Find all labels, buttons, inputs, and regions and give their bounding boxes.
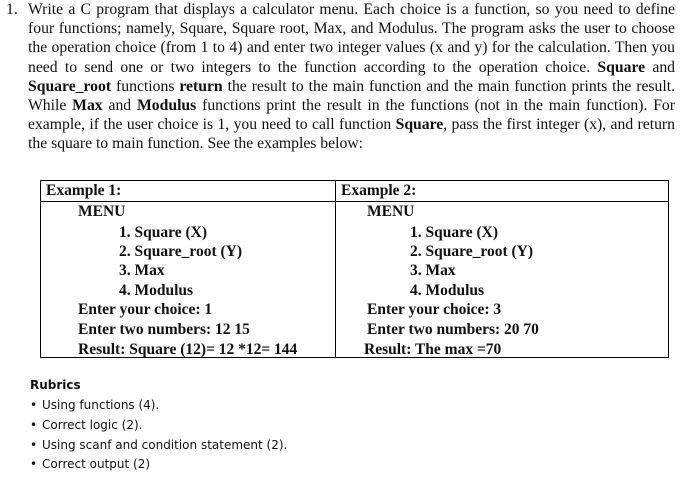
example-2-menu-item: 4. Modulus <box>410 282 485 299</box>
rubrics-list <box>30 398 287 477</box>
question-text-part: and <box>645 58 676 76</box>
example-2-body <box>336 202 668 357</box>
rubric-item-text: Using scanf and condition statement (2). <box>42 437 288 452</box>
example-1-result-line: Result: Square (12)= 12 *12= 144 <box>78 341 298 358</box>
question-text-part: the result to the main function and the main function prints the result. While <box>28 77 675 115</box>
question-keyword-modulus: Modulus <box>136 97 197 115</box>
question-text-part: , pass the first integer (x), and return the square to main function. See the examples below: <box>28 116 675 153</box>
rubric-item <box>30 457 287 477</box>
rubrics-section <box>30 378 287 477</box>
question-text-part: functions print the result in the functions (not in the main function). For example, if the user choice is 1, you need to call function <box>28 97 675 134</box>
question-text-part: and <box>102 97 137 115</box>
question-keyword-square: Square <box>597 58 646 76</box>
question-text-part: Write a C program that displays a calculator menu. Each choice is a function, so you need to define four functions; namely, Square, Square root, Max, and Modulus. The program asks the user to choose the operation choice (from 1 to 4) and enter two integer values (x and y) for the calculation. Then you need to send one or two integers to the function according to the operation choice. <box>28 1 675 76</box>
rubric-item <box>30 438 287 458</box>
example-2-menu-item: 1. Square (X) <box>410 224 498 241</box>
bullet-icon: • <box>30 457 38 472</box>
example-1-menu-item: 1. Square (X) <box>119 224 207 241</box>
examples-table <box>40 180 669 358</box>
example-1-menu-title: MENU <box>78 203 126 220</box>
rubric-item <box>30 418 287 438</box>
question-keyword-square: Square <box>395 116 444 134</box>
example-1-cell <box>41 202 336 358</box>
bullet-icon: • <box>30 417 38 432</box>
question-keyword-square-root: Square_root <box>28 77 112 95</box>
example-1-choice-line: Enter your choice: 1 <box>78 301 213 318</box>
example-2-choice-line: Enter your choice: 3 <box>367 301 502 318</box>
example-1-menu-item: 4. Modulus <box>119 282 194 299</box>
example-2-cell <box>336 202 669 358</box>
example-2-menu-item: 2. Square_root (Y) <box>410 243 533 260</box>
examples-header-row <box>41 181 669 202</box>
rubric-item-text: Using functions (4). <box>42 398 160 412</box>
rubric-item-text: Correct logic (2). <box>42 417 143 432</box>
question-number: 1. <box>6 1 18 18</box>
examples-body-row <box>41 202 669 358</box>
example-2-menu-item: 3. Max <box>410 262 456 279</box>
rubric-item-text: Correct output (2) <box>42 457 151 472</box>
example-1-menu-item: 2. Square_root (Y) <box>119 243 242 260</box>
example-2-numbers-line: Enter two numbers: 20 70 <box>367 321 539 338</box>
rubric-item <box>30 398 287 418</box>
example-1-numbers-line: Enter two numbers: 12 15 <box>78 321 250 338</box>
example-1-title: Example 1: <box>41 181 336 202</box>
question-text-part: functions <box>111 77 180 95</box>
bullet-icon: • <box>30 398 38 412</box>
example-2-title: Example 2: <box>336 181 669 202</box>
example-2-menu-title: MENU <box>367 203 415 220</box>
question-text <box>28 0 675 154</box>
bullet-icon: • <box>30 437 38 452</box>
example-1-body <box>41 202 335 357</box>
rubrics-title: Rubrics <box>30 378 81 392</box>
example-1-menu-item: 3. Max <box>119 262 165 279</box>
question-keyword-return: return <box>179 77 223 95</box>
question-keyword-max: Max <box>72 97 103 115</box>
example-2-result-line: Result: The max =70 <box>364 341 502 358</box>
